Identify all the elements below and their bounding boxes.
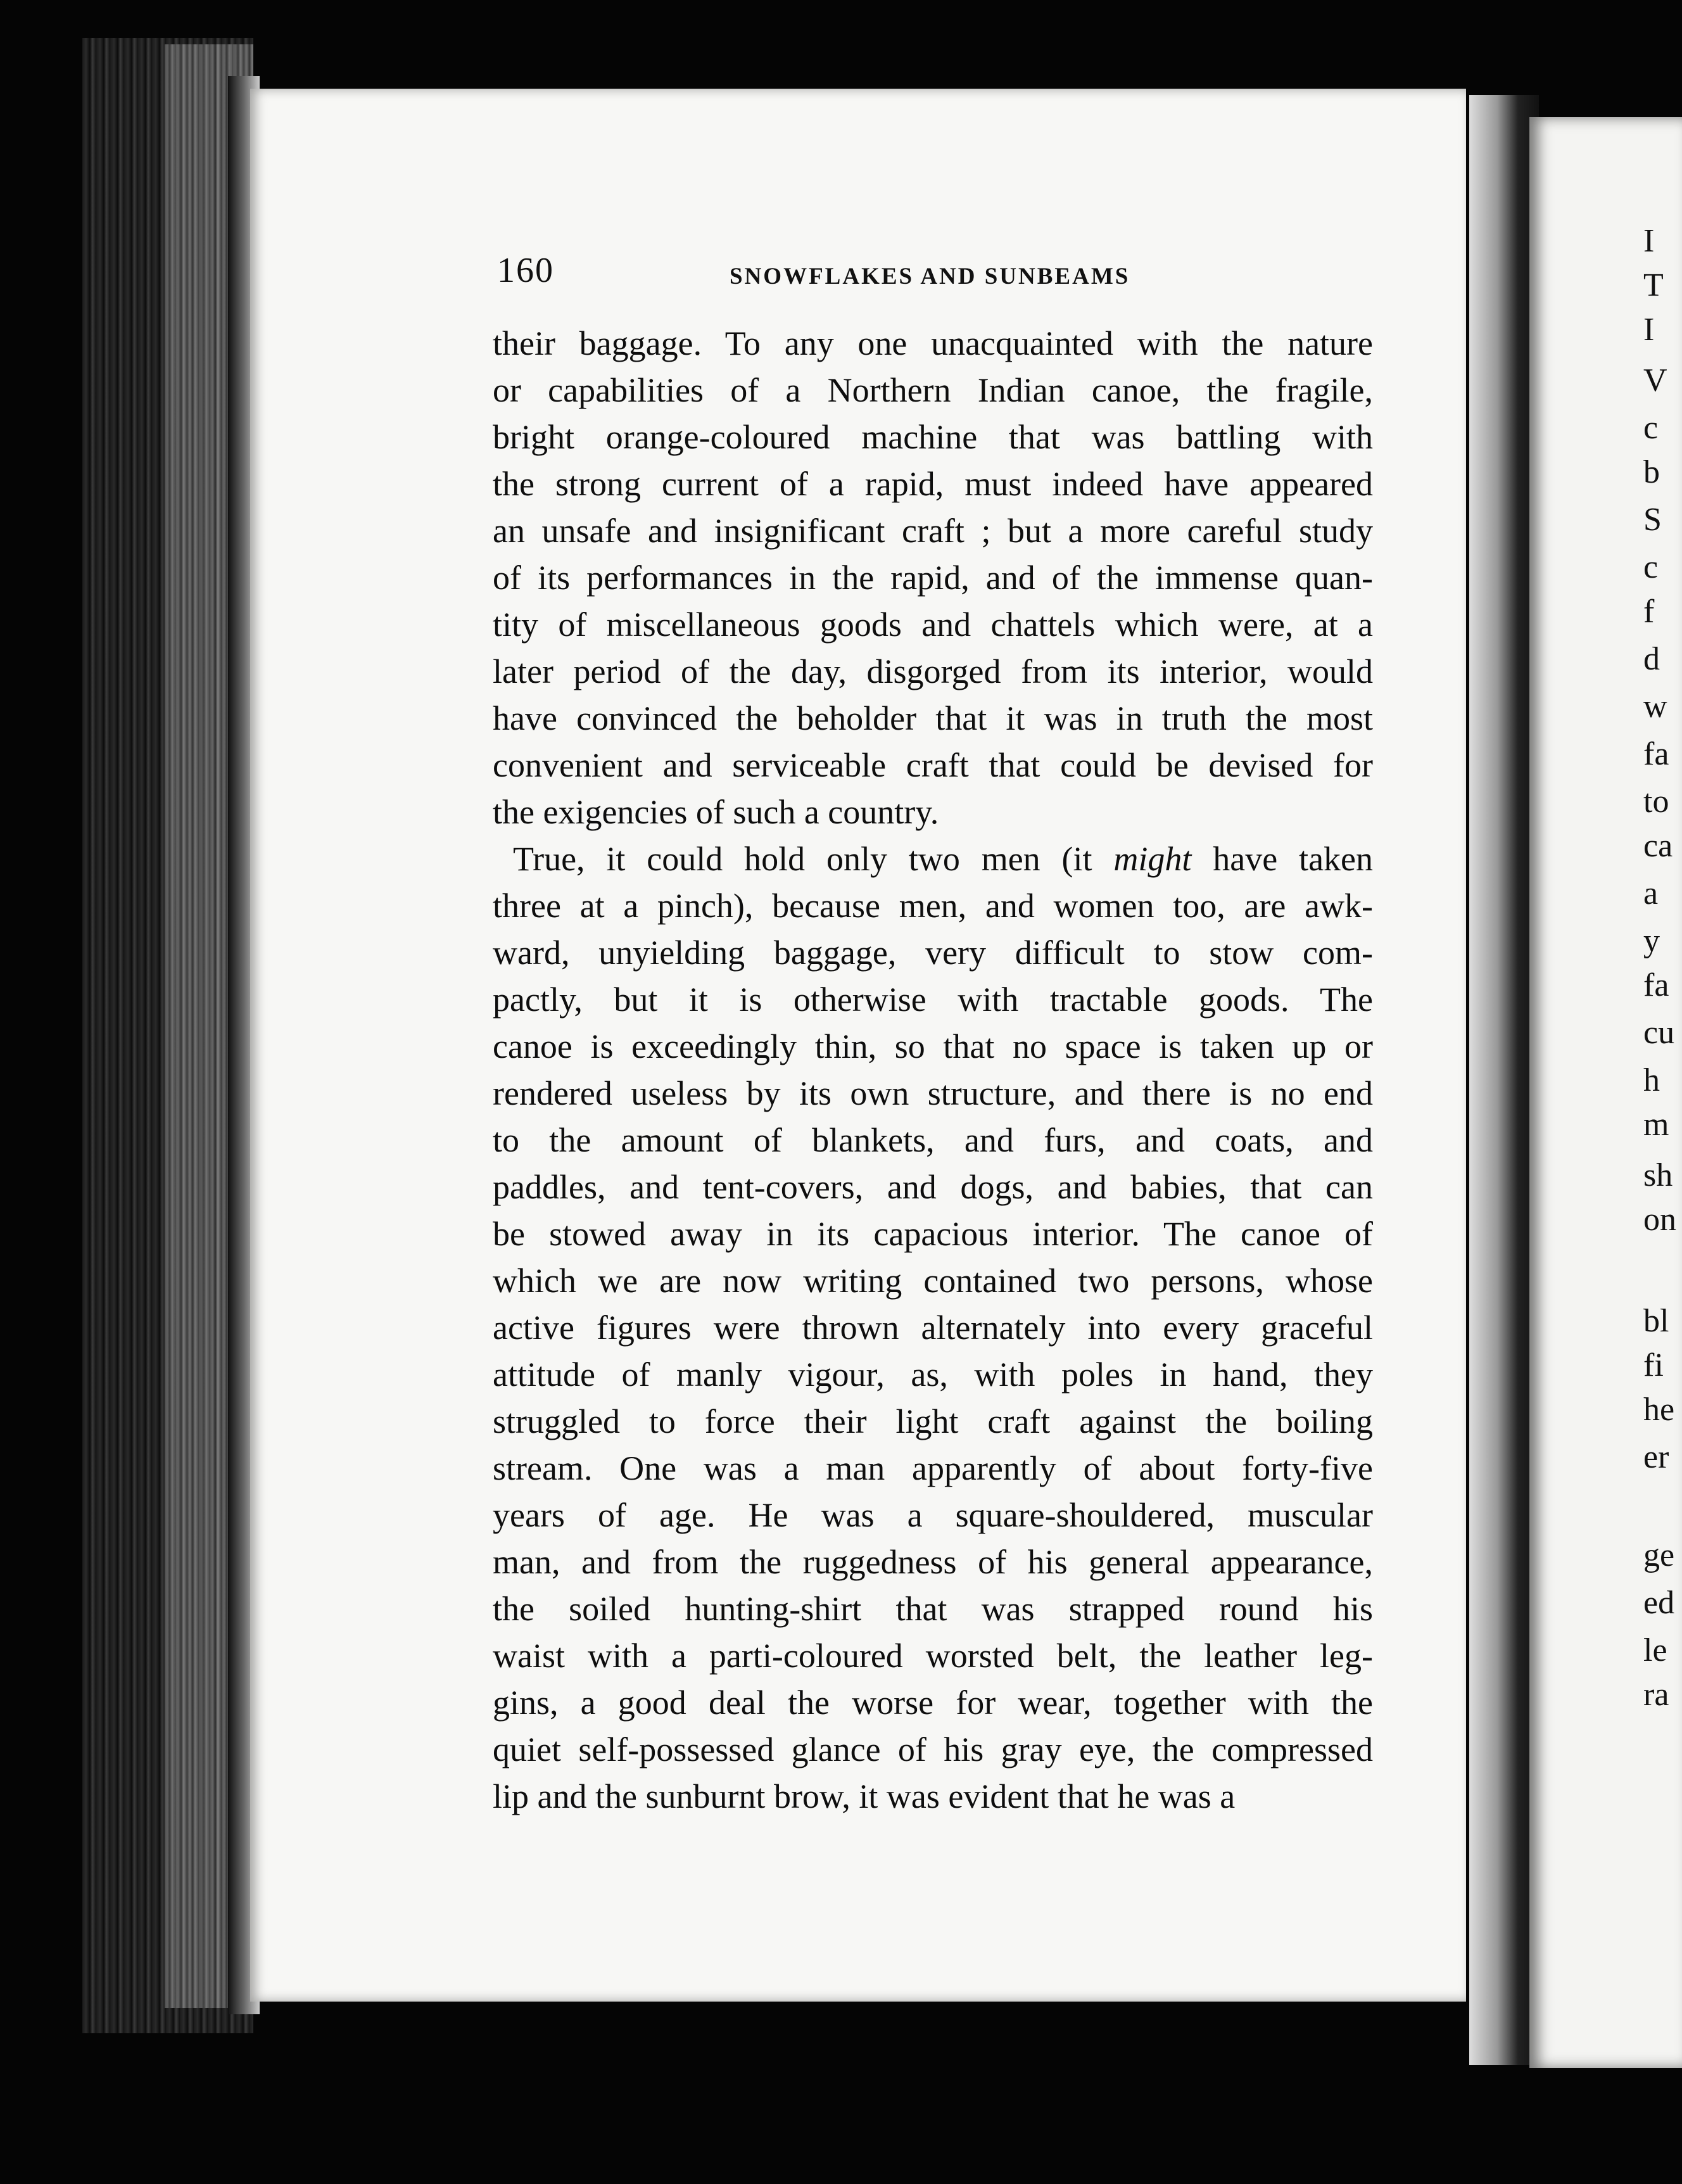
facing-page-fragment: fa [1643, 967, 1669, 1003]
text-line: later period of the day, disgorged from its interior, would [493, 652, 1373, 690]
text-line: waist with a parti-coloured worsted belt, the leather leg- [493, 1637, 1373, 1675]
text-line: lip and the sunburnt brow, it was evident that he was a [493, 1777, 1236, 1815]
facing-page-fragment: f [1643, 594, 1655, 630]
facing-page-fragment: m [1643, 1107, 1669, 1143]
running-head-title: SNOWFLAKES AND SUNBEAMS [730, 263, 1130, 289]
facing-page-fragment: bl [1643, 1303, 1669, 1339]
facing-page-fragment: fi [1643, 1347, 1664, 1383]
facing-page-fragment: c [1643, 549, 1659, 585]
text-line: the strong current of a rapid, must indeed have appeared [493, 465, 1373, 503]
text-line: or capabilities of a Northern Indian canoe, the fragile, [493, 371, 1373, 409]
text-line: which we are now writing contained two persons, whose [493, 1262, 1373, 1300]
facing-page-fragment: cu [1643, 1015, 1675, 1051]
text-line: an unsafe and insignificant craft ; but a more careful study [493, 512, 1373, 550]
text-line: active figures were thrown alternately into every graceful [493, 1309, 1373, 1347]
facing-page-fragment: er [1643, 1439, 1669, 1475]
text-line: years of age. He was a square-shouldered, muscular [493, 1496, 1373, 1534]
book-gutter [1469, 95, 1539, 2065]
text-line: three at a pinch), because men, and women too, are awk- [493, 887, 1373, 925]
facing-page-fragment: T [1643, 267, 1664, 303]
text-line: be stowed away in its capacious interior. The canoe of [493, 1215, 1373, 1253]
text-line: pactly, but it is otherwise with tractable goods. The [493, 981, 1373, 1019]
facing-page-fragment: ge [1643, 1537, 1675, 1573]
text-line: tity of miscellaneous goods and chattels which were, at a [493, 606, 1373, 644]
text-line: canoe is exceedingly thin, so that no space is taken up or [493, 1027, 1373, 1065]
text-line: to the amount of blankets, and furs, and coats, and [493, 1121, 1373, 1159]
facing-page-fragment: fa [1643, 736, 1669, 772]
text-line: have convinced the beholder that it was in truth the most [493, 699, 1373, 737]
facing-page-fragment: h [1643, 1062, 1660, 1098]
facing-page-fragment: ed [1643, 1585, 1675, 1621]
text-line: convenient and serviceable craft that could be devised for [493, 746, 1373, 784]
text-line [493, 835, 1373, 882]
text-line: the soiled hunting-shirt that was strapped round his [493, 1590, 1373, 1628]
facing-page-fragment: le [1643, 1632, 1667, 1668]
text-line: paddles, and tent-covers, and dogs, and babies, that can [493, 1168, 1373, 1206]
facing-page-fragment: y [1643, 923, 1660, 959]
text-line: of its performances in the rapid, and of the immense quan- [493, 559, 1373, 597]
facing-page-fragment: ra [1643, 1677, 1669, 1713]
facing-page-fragment: a [1643, 875, 1659, 911]
facing-page-fragment: on [1643, 1202, 1676, 1238]
facing-page-fragment: I [1643, 312, 1655, 348]
body-text [493, 320, 1373, 1820]
text-line: stream. One was a man apparently of about forty-five [493, 1449, 1373, 1487]
facing-page [1529, 117, 1682, 2068]
text-line: rendered useless by its own structure, and there is no end [493, 1074, 1373, 1112]
text-line: man, and from the ruggedness of his general appearance, [493, 1543, 1373, 1581]
text-line: their baggage. To any one unacquainted with the nature [493, 324, 1373, 362]
text-line: the exigencies of such a country. [493, 793, 939, 831]
text-run: True, it could hold only two men (it [513, 840, 1114, 878]
facing-page-fragment: b [1643, 454, 1660, 490]
text-line: quiet self-possessed glance of his gray eye, the compressed [493, 1730, 1373, 1768]
text-line: struggled to force their light craft against the boiling [493, 1402, 1373, 1440]
facing-page-fragment: to [1643, 784, 1669, 820]
facing-page-fragment: ca [1643, 828, 1673, 864]
text-line: ward, unyielding baggage, very difficult to stow com- [493, 934, 1373, 972]
facing-page-fragment: d [1643, 641, 1660, 677]
text-line: bright orange-coloured machine that was battling with [493, 418, 1373, 456]
facing-page-fragment: he [1643, 1392, 1675, 1428]
text-line: gins, a good deal the worse for wear, together with the [493, 1684, 1373, 1722]
text-line: attitude of manly vigour, as, with poles in hand, they [493, 1355, 1373, 1394]
facing-page-fragment: I [1643, 223, 1655, 259]
facing-page-fragment: c [1643, 410, 1659, 446]
facing-page-fragment: sh [1643, 1157, 1673, 1193]
italic-word: might [1113, 840, 1192, 878]
facing-page-fragment: w [1643, 689, 1667, 725]
text-run: have taken [1191, 840, 1374, 878]
running-head [250, 250, 1466, 301]
facing-page-fragment: S [1643, 502, 1662, 538]
facing-page-fragment: V [1643, 362, 1667, 398]
page-number: 160 [497, 251, 554, 290]
